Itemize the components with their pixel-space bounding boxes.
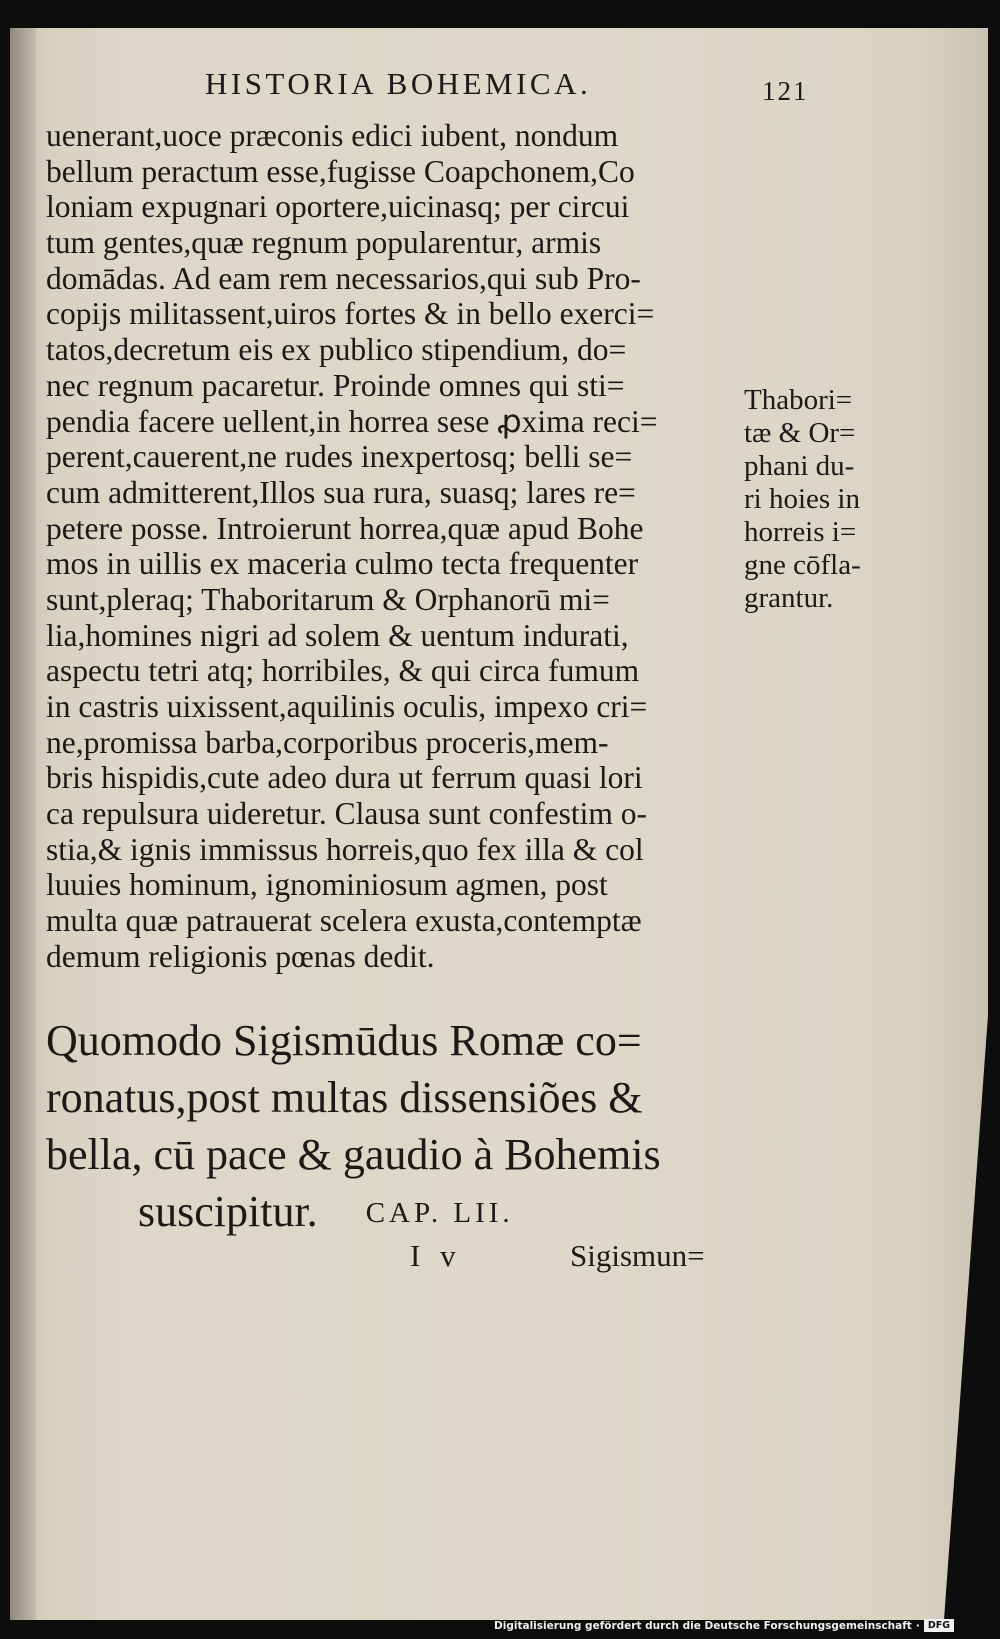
text-line: uenerant,uoce præconis edici iubent, nondum xyxy=(46,118,619,153)
text-line: lia,homines nigri ad solem & uentum indurati, xyxy=(46,617,629,653)
text-line: mos in uillis ex maceria culmo tecta frequenter xyxy=(46,546,639,582)
text-line: ne,promissa barba,corporibus proceris,mem- xyxy=(46,724,609,760)
text-line: petere posse. Introierunt horrea,quæ apud Bohe xyxy=(46,510,644,546)
text-line: ca repulsura uideretur. Clausa sunt confestim o- xyxy=(46,796,647,832)
running-head: HISTORIA BOHEMICA. xyxy=(205,66,592,101)
marginal-note-line: tæ & Or= xyxy=(744,417,856,449)
folio-number: 121 xyxy=(762,76,809,106)
catchword: Sigismun= xyxy=(570,1238,705,1273)
body-text xyxy=(46,118,736,975)
marginal-note-line: gne cōfla- xyxy=(744,549,861,581)
text-line: bris hispidis,cute adeo dura ut ferrum quasi lori xyxy=(46,760,643,796)
text-line: pendia facere uellent,in horrea sese ꝓxima reci= xyxy=(46,403,658,439)
chapter-heading-line: ronatus,post multas dissensiões & xyxy=(46,1073,643,1122)
chapter-heading-line: bella, cū pace & gaudio à Bohemis xyxy=(46,1130,661,1179)
text-line: aspectu tetri atq; horribiles, & qui circa fumum xyxy=(46,653,640,689)
text-line: in castris uixissent,aquilinis oculis, impexo cri= xyxy=(46,689,648,724)
text-line: luuies hominum, ignominiosum agmen, post xyxy=(46,867,608,903)
text-line: bellum peractum esse,fugisse Coapchonem,Co xyxy=(46,153,635,189)
text-line: demum religionis pœnas dedit. xyxy=(46,938,435,974)
text-line: sunt,pleraq; Thaboritarum & Orphanorū mi= xyxy=(46,581,610,617)
marginal-note-line: grantur. xyxy=(744,582,834,614)
chapter-heading-last-line xyxy=(46,1183,746,1240)
text-line: cum admitterent,Illos sua rura, suasq; lares re= xyxy=(46,474,636,510)
text-line: multa quæ patrauerat scelera exusta,contemptæ xyxy=(46,903,642,939)
text-line: loniam expugnari oportere,uicinasq; per circui xyxy=(46,189,630,225)
page-gutter-shadow xyxy=(10,28,36,1620)
dfg-logo: DFG xyxy=(924,1619,954,1632)
text-line: tum gentes,quæ regnum popularentur, armis xyxy=(46,225,602,261)
signature-mark: I v xyxy=(410,1238,462,1273)
marginal-note-line: horreis i= xyxy=(744,516,857,548)
chapter-heading xyxy=(46,1012,746,1240)
text-line: tatos,decretum eis ex publico stipendium, do= xyxy=(46,332,627,368)
marginal-note xyxy=(744,384,894,615)
marginal-note-line: Thabori= xyxy=(744,384,853,416)
text-line: perent,cauerent,ne rudes inexpertosq; belli se= xyxy=(46,439,633,475)
credit-separator: · xyxy=(915,1619,920,1632)
chapter-number: CAP. LII. xyxy=(365,1197,514,1229)
chapter-heading-line: suscipitur. xyxy=(138,1187,318,1236)
marginal-note-line: phani du- xyxy=(744,450,855,482)
marginal-note-line: ri hoies in xyxy=(744,483,860,515)
text-line: copijs militassent,uiros fortes & in bello exerci= xyxy=(46,296,655,332)
text-line: stia,& ignis immissus horreis,quo fex illa & col xyxy=(46,831,644,867)
text-line: domādas. Ad eam rem necessarios,qui sub Pro- xyxy=(46,260,641,296)
chapter-heading-line: Quomodo Sigismūdus Romæ co= xyxy=(46,1016,642,1065)
digitization-credit xyxy=(494,1619,954,1632)
text-line: nec regnum pacaretur. Proinde omnes qui sti= xyxy=(46,367,625,403)
digitization-credit-text: Digitalisierung gefördert durch die Deutsche Forschungsgemeinschaft xyxy=(494,1619,912,1632)
